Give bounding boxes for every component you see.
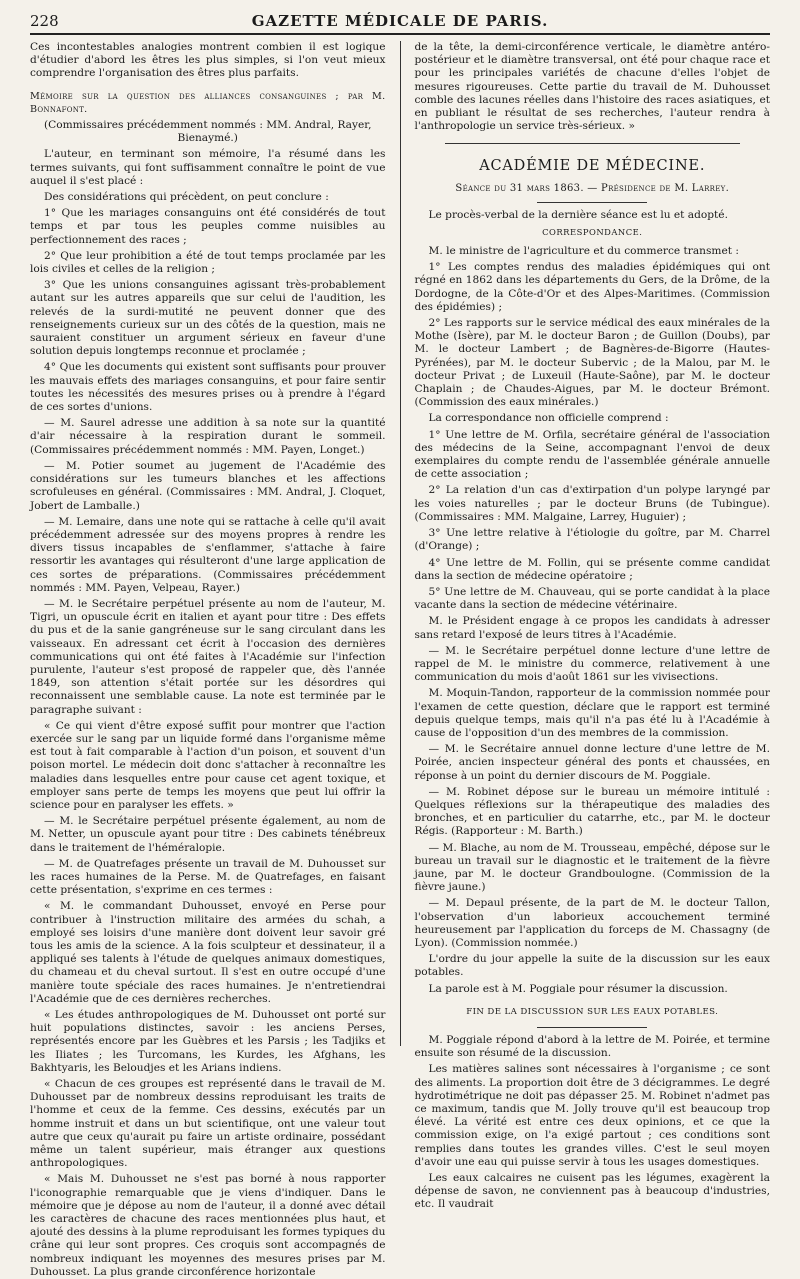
paragraph: « M. le commandant Duhousset, envoyé en Perse pour contribuer à l'instruction militaire des armées du schah, a employé ses loisirs d'une manière dont doivent leur savoir gré tous les amis de la science. A la fois sculpteur et dessinateur, il a appliqué ses talents à l'étude de quelques animaux domestiques, du chameau et du cheval surtout. Il s'est en outre occupé d'une manière toute spéciale des races humaines. Je n'entretiendrai l'Académie que de ces dernières recherches. bbox=[30, 900, 386, 1005]
paragraph: La parole est à M. Poggiale pour résumer la discussion. bbox=[428, 982, 728, 995]
paragraph: L'ordre du jour appelle la suite de la discussion sur les eaux potables. bbox=[414, 953, 770, 979]
page-number: 228 bbox=[30, 12, 59, 30]
paragraph: 2° Que leur prohibition a été de tout temps proclamée par les lois civiles et celles de la religion ; bbox=[30, 249, 386, 276]
paragraph: 3° Que les unions consanguines agissant très-probablement autant sur les autres appareils que sur celui de l'audition, les relevés de la surdi-mutité ne peuvent donner que des renseignements curieux sur un des côtés de la question, mais ne sauraient constituer un argument sérieux en faveur d'une solution depuis longtemps reconnue et proclamée ; bbox=[30, 279, 386, 358]
paragraph: — M. Depaul présente, de la part de M. le docteur Tallon, l'observation d'un laborieux accouchement terminé heureusement par l'application du forceps de M. Chassagny (de Lyon). (Commission nommée.) bbox=[414, 897, 770, 949]
paragraph: M. le Président engage à ce propos les candidats à adresser sans retard l'exposé de leurs titres à l'Académie. bbox=[414, 615, 770, 641]
short-rule bbox=[537, 202, 647, 203]
fin-discussion-heading: FIN DE LA DISCUSSION SUR LES EAUX POTABLES. bbox=[466, 1006, 719, 1017]
paragraph: — M. Lemaire, dans une note qui se rattache à celle qu'il avait précédemment adressée sur des moyens propres à rendre les divers tissus incapables de s'enflammer, s'attache à faire ressortir les avantages qui résulteront d'une large application de ces sortes de préparations. (Commissaires précédemment nommés : MM. Payen, Velpeau, Rayer.) bbox=[30, 515, 386, 594]
paragraph: 4° Une lettre de M. Follin, qui se présente comme candidat dans la section de médecine opératoire ; bbox=[414, 556, 770, 582]
paragraph: — M. de Quatrefages présente un travail de M. Duhousset sur les races humaines de la Perse. M. de Quatrefages, en faisant cette présentation, s'exprime en ces termes : bbox=[30, 857, 386, 897]
paragraph: 1° Une lettre de M. Orfila, secrétaire général de l'association des médecins de la Seine, accompagnant l'envoi de deux exemplaires du compte rendu de l'assemblée générale annuelle de cette association ; bbox=[414, 428, 770, 481]
paragraph: L'auteur, en terminant son mémoire, l'a résumé dans les termes suivants, qui font suffisamment connaître le point de vue auquel il s'est placé : bbox=[30, 148, 386, 187]
memoire-heading: Mémoire sur la question des alliances consanguines ; par M. Bonnafont. bbox=[30, 90, 386, 115]
paragraph: M. Poggiale répond d'abord à la lettre de M. Poirée, et termine ensuite son résumé de la discussion. bbox=[414, 1034, 770, 1060]
paragraph: 4° Que les documents qui existent sont suffisants pour prouver les mauvais effets des mariages consanguins, et pour faire sentir toutes les nécessités des mesures prises ou à prendre à l'égard de ces sortes d'unions. bbox=[30, 361, 386, 414]
paragraph: — M. le Secrétaire perpétuel donne lecture d'une lettre de rappel de M. le ministre du commerce, relativement à une communication du mois d'août 1861 sur les vivisections. bbox=[414, 644, 770, 684]
two-column-body bbox=[30, 41, 770, 1278]
section-rule bbox=[445, 143, 741, 144]
paragraph: Ces incontestables analogies montrent combien il est logique d'étudier d'abord les êtres les plus simples, si l'on veut mieux comprendre l'organisation des êtres plus parfaits. bbox=[30, 41, 386, 80]
correspondance-heading: CORRESPONDANCE. bbox=[542, 226, 643, 237]
paragraph: « Mais M. Duhousset ne s'est pas borné à nous rapporter l'iconographie remarquable que je viens d'indiquer. Dans le mémoire que je dépose au nom de l'auteur, il a donné avec détail les caractères de chacune des races mentionnées plus haut, et ajouté des dessins à la plume reproduisant les formes typiques du crâne qui leur sont propres. Ces croquis sont accompagnés de nombreux indiquant les moyennes des mesures prises par M. Duhousset. La plus grande circonférence horizontale bbox=[30, 1173, 386, 1278]
paragraph: — M. le Secrétaire perpétuel présente également, au nom de M. Netter, un opuscule ayant pour titre : Des cabinets ténébreux dans le traitement de l'héméralopie. bbox=[30, 815, 386, 854]
paragraph: — M. Saurel adresse une addition à sa note sur la quantité d'air nécessaire à la respiration durant le sommeil. (Commissaires précédemment nommés : MM. Payen, Longet.) bbox=[30, 417, 386, 456]
paragraph: — M. le Secrétaire annuel donne lecture d'une lettre de M. Poirée, ancien inspecteur général des ponts et chaussées, en réponse à un point du dernier discours de M. Poggiale. bbox=[414, 743, 770, 782]
paragraph: Le procès-verbal de la dernière séance est lu et adopté. bbox=[428, 208, 728, 221]
paragraph: 1° Que les mariages consanguins ont été considérés de tout temps et par tous les peuples comme nuisibles au perfectionnement des races ; bbox=[30, 207, 386, 246]
running-title: GAZETTE MÉDICALE DE PARIS. bbox=[251, 12, 549, 30]
paragraph: Les eaux calcaires ne cuisent pas les légumes, exagèrent la dépense de savon, ne conviennent pas à beaucoup d'industries, etc. Il vaudrait bbox=[414, 1172, 770, 1211]
paragraph: « Chacun de ces groupes est représenté dans le travail de M. Duhousset par de nombreux dessins reproduisant les traits de l'homme et ceux de la femme. Ces dessins, exécutés par un homme instruit et dans un but scientifique, ont une valeur tout autre que ceux qu'aurait pu faire un artiste ordinaire, possédant même un talent supérieur, mais étranger aux questions anthropologiques. bbox=[30, 1078, 386, 1170]
paragraph: 2° La relation d'un cas d'extirpation d'un polype laryngé par les voies naturelles ; par le docteur Bruns (de Tubingue). (Commissaires : MM. Malgaine, Larrey, Huguier) ; bbox=[414, 484, 770, 523]
left-column bbox=[30, 41, 386, 1278]
paragraph: M. Moquin-Tandon, rapporteur de la commission nommée pour l'examen de cette question, déclare que le rapport est terminé depuis quelque temps, mais qu'il n'a pas été lu à l'Académie à cause de l'opposition d'un des membres de la commission. bbox=[414, 687, 770, 739]
paragraph: 3° Une lettre relative à l'étiologie du goître, par M. Charrel (d'Orange) ; bbox=[414, 527, 770, 553]
paragraph: — M. le Secrétaire perpétuel présente au nom de l'auteur, M. Tigri, un opuscule écrit en italien et ayant pour titre : Des effets du pus et de la sanie gangréneuse sur le sang circulant dans les vaisseaux. En adressant cet écrit à l'occasion des dernières communications qui ont été faites à l'Académie sur l'infection purulente, l'auteur s'est proposé de rappeler que, dès l'année 1849, son attention s'était portée sur les désordres qui reconnaissent une semblable cause. La note est terminée par le paragraphe suivant : bbox=[30, 597, 386, 716]
column-divider bbox=[400, 41, 401, 1046]
paragraph: Des considérations qui précèdent, on peut conclure : bbox=[44, 191, 329, 204]
seance-line: Séance du 31 mars 1863. — Présidence de M. Larrey. bbox=[455, 183, 730, 195]
paragraph: — M. Robinet dépose sur le bureau un mémoire intitulé : Quelques réflexions sur la thérapeutique des maladies des bronches, et en particulier du catarrhe, etc., par M. le docteur Régis. (Rapporteur : M. Barth.) bbox=[414, 785, 770, 838]
short-rule bbox=[537, 1027, 647, 1028]
page-header bbox=[30, 12, 770, 35]
paragraph: de la tête, la demi-circonférence verticale, le diamètre antéro-postérieur et le diamètre transversal, ont été pour chaque race et pour les principales variétés de chacune d'elles l'objet de mesures rigoureuses. Cette partie du travail de M. Duhousset comble des lacunes réelles dans l'histoire des races asiatiques, et en publiant le résultat de ses recherches, l'auteur rendra à l'anthropologie un service très-sérieux. » bbox=[414, 41, 770, 133]
paragraph: — M. Blache, au nom de M. Trousseau, empêché, dépose sur le bureau un travail sur le diagnostic et le traitement de la fièvre jaune, par M. le docteur Grandboulogne. (Commission de la fièvre jaune.) bbox=[414, 841, 770, 894]
paragraph: 2° Les rapports sur le service médical des eaux minérales de la Mothe (Isère), par M. le docteur Baron ; de Guillon (Doubs), par M. le docteur Lambert ; de Bagnères-de-Bigorre (Hautes-Pyrénées), par M. le docteur Subervic ; de la Malou, par M. le docteur Privat ; de Luxeuil (Haute-Saône), par M. le docteur Chaplain ; de Chaudes-Aigues, par M. le docteur Brémont. (Commission des eaux minérales.) bbox=[414, 317, 770, 409]
paragraph: M. le ministre de l'agriculture et du commerce transmet : bbox=[428, 245, 739, 258]
paragraph: La correspondance non officielle comprend : bbox=[428, 412, 669, 425]
paragraph: 1° Les comptes rendus des maladies épidémiques qui ont régné en 1862 dans les départements du Gers, de la Drôme, de la Dordogne, de la Côte-d'Or et des Alpes-Maritimes. (Commission des épidémies) ; bbox=[414, 261, 770, 313]
right-column bbox=[414, 41, 771, 1211]
paragraph: Les matières salines sont nécessaires à l'organisme ; ce sont des aliments. La proportion doit être de 3 décigrammes. Le degré hydrotimétrique ne doit pas dépasser 25. M. Robinet n'admet pas ce maximum, tandis que M. Jolly trouve qu'il est beaucoup trop élevé. La vérité est entre ces deux opinions, et ce que la commission exige, on l'a exigé partout ; ces conditions sont remplies dans toutes les grandes villes. C'est le seul moyen d'avoir une eau qui puisse servir à tous les usages domestiques. bbox=[414, 1063, 770, 1168]
paragraph: « Ce qui vient d'être exposé suffit pour montrer que l'action exercée sur le sang par un liquide formé dans l'organisme même est tout à fait comparable à l'action d'un poison, et souvent d'un poison mortel. Le médecin doit donc s'attacher à reconnaître les maladies dans lesquelles entre pour cause cet agent toxique, et employer sans perte de temps les moyens que peut lui offrir la science pour en paralyser les effets. » bbox=[30, 719, 386, 811]
paragraph: « Les études anthropologiques de M. Duhousset ont porté sur huit populations distinctes, savoir : les anciens Perses, représentés encore par les Guèbres et les Parsis ; les Tadjiks et les Iliates ; les Turcomans, les Kurdes, les Afghans, les Bakhtyaris, les Beloudjes et les Arians indiens. bbox=[30, 1009, 386, 1074]
commissaires-note: (Commissaires précédemment nommés : MM. Andral, Rayer, Bienaymé.) bbox=[43, 119, 372, 145]
paragraph: — M. Potier soumet au jugement de l'Académie des considérations sur les tumeurs blanches et les affections scrofuleuses en général. (Commissaires : MM. Andral, J. Cloquet, Jobert de Lamballe.) bbox=[30, 459, 386, 512]
academie-title: ACADÉMIE DE MÉDECINE. bbox=[479, 158, 706, 175]
paragraph: 5° Une lettre de M. Chauveau, qui se porte candidat à la place vacante dans la section de médecine vétérinaire. bbox=[414, 585, 770, 612]
